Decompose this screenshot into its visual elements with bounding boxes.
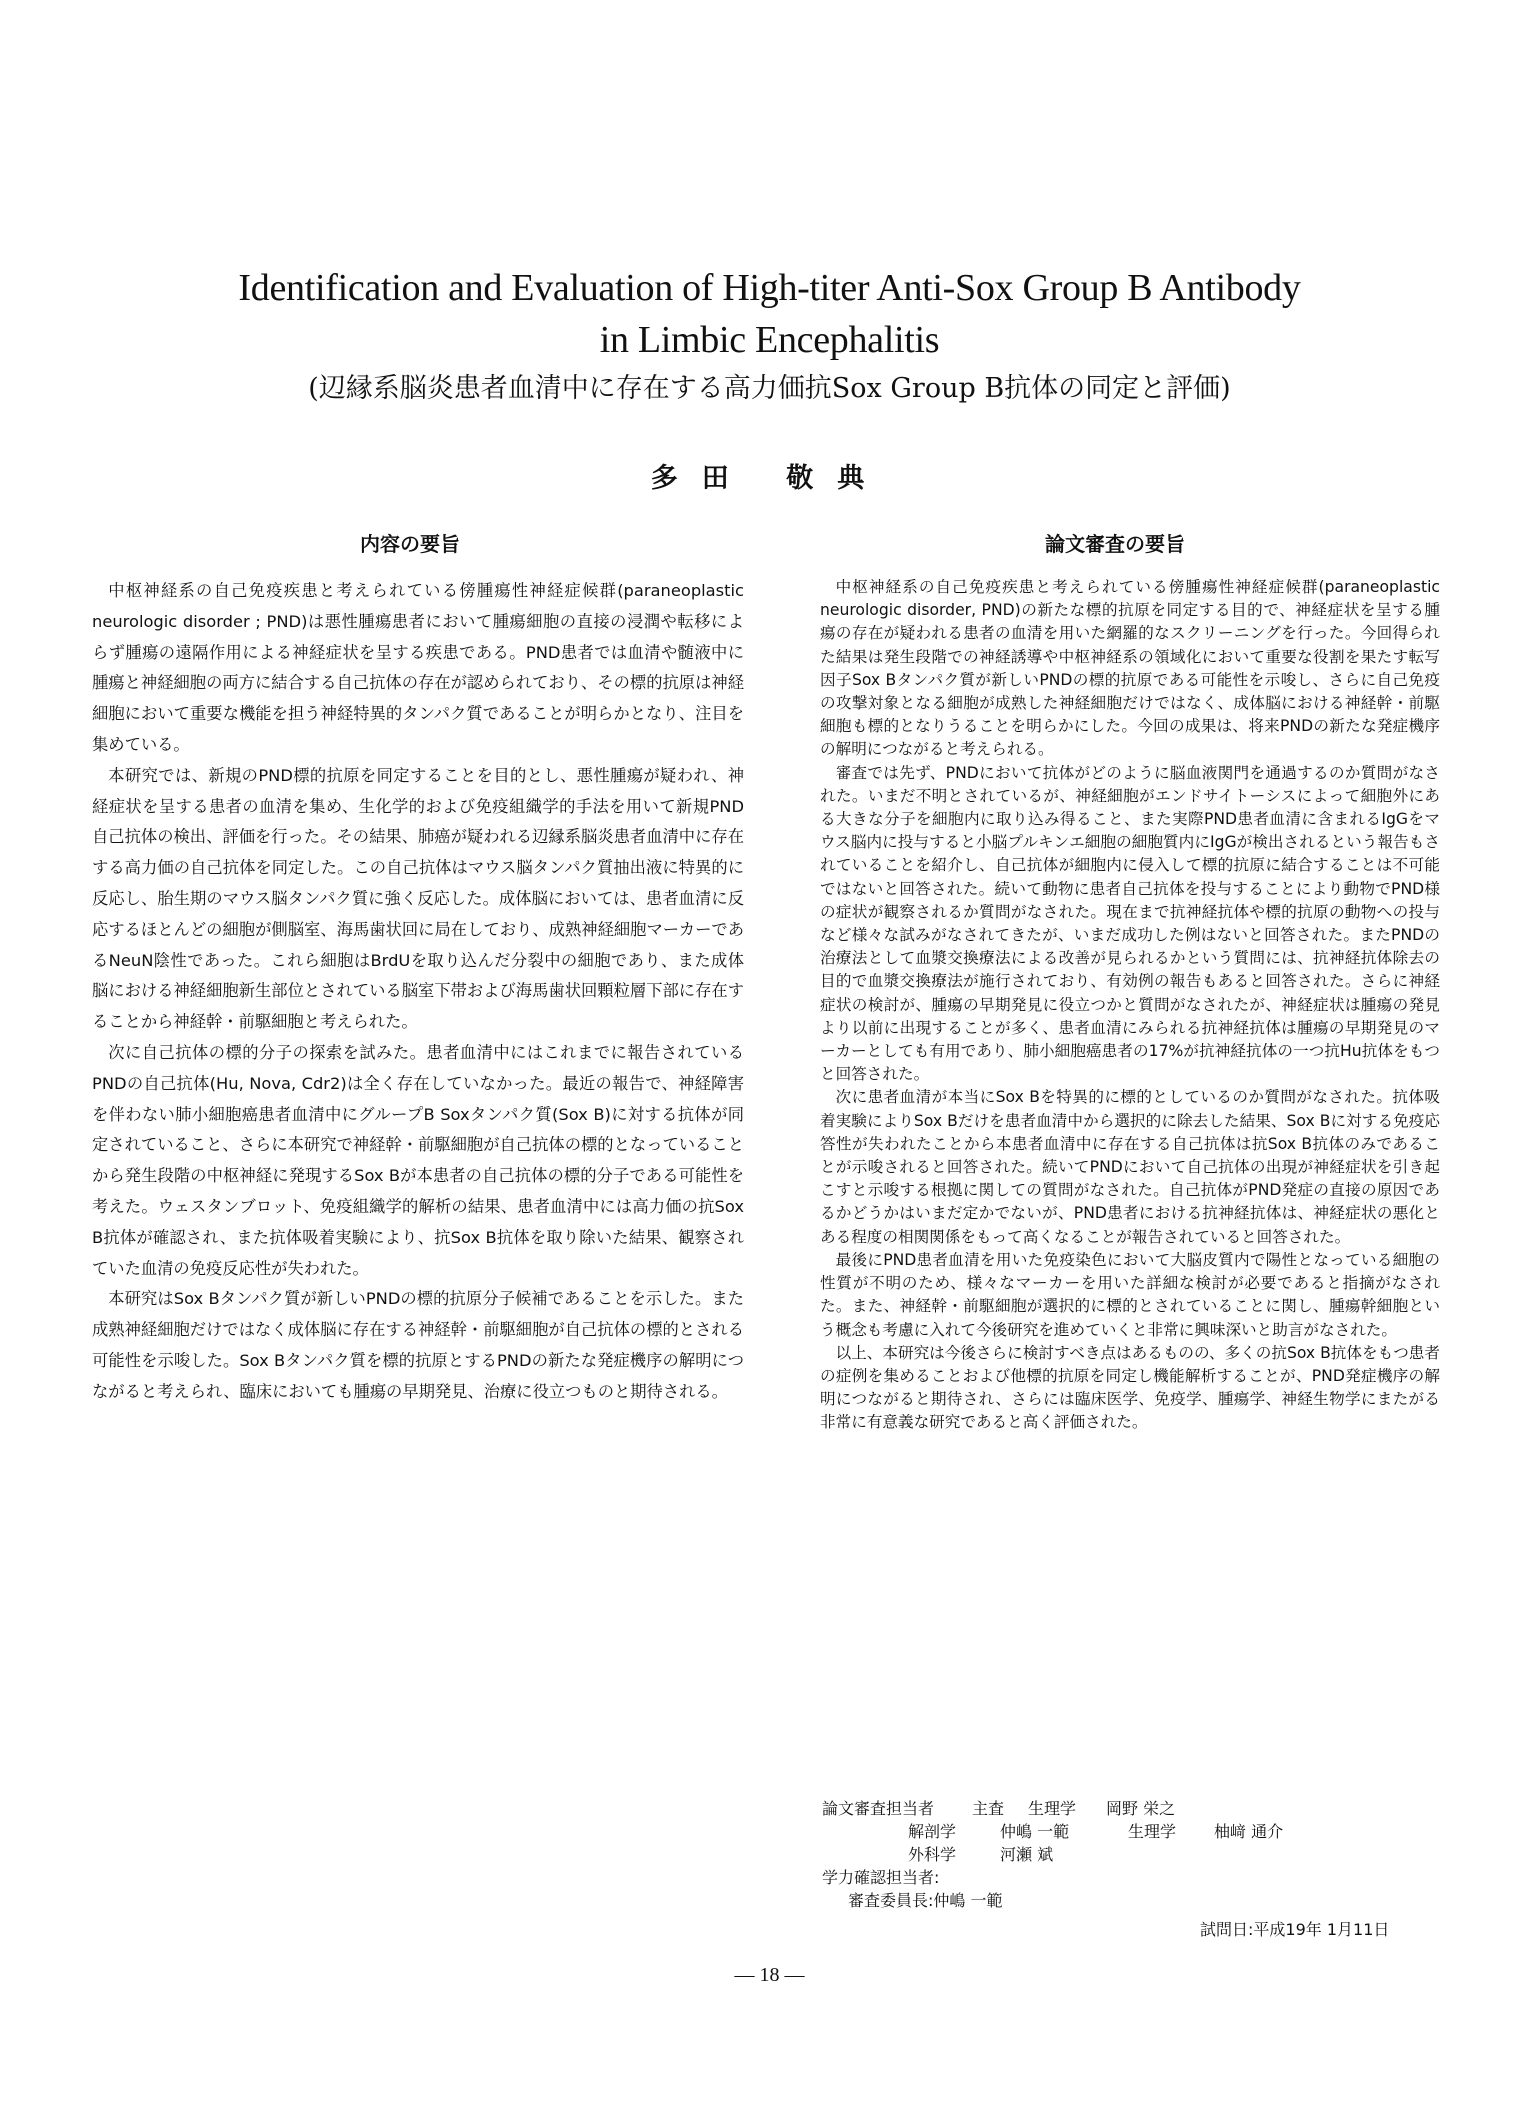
member-dept: 解剖学 <box>908 1822 957 1841</box>
exam-date: 試問日:平成19年 1月11日 <box>1200 1920 1390 1939</box>
chief-dept: 生理学 <box>1028 1799 1077 1818</box>
summary-heading: 内容の要旨 <box>360 532 460 556</box>
committee-row <box>822 1889 1462 1912</box>
chief-role: 主査 <box>972 1799 1005 1818</box>
page-number: — 18 — <box>734 1964 805 1986</box>
member-name: 仲嶋 一範 <box>1000 1822 1070 1841</box>
review-paragraph: 審査では先ず、PNDにおいて抗体がどのように脳血液関門を通過するのか質問がなされた。いまだ不明とされているが、神経細胞がエンドサイトーシスによって細胞外にある大きな分子を細胞内に取り込み得ること、また実際PND患者血清に含まれるIgGをマウス脳内に投与すると小脳プルキンエ細胞の細胞質内にIgGが検出されるという報告もされていることを紹介し、自己抗体が細胞内に侵入して標的抗原に結合することは不可能ではないと回答された。続いて動物に患者自己抗体を投与することにより動物でPND様の症状が観察されるか質問がなされた。現在まで抗神経抗体や標的抗原の動物への投与など様々な試みがなされてきたが、いまだ成功した例はないと回答された。またPNDの治療法として血漿交換療法による改善が見られるかという質問には、抗神経抗体除去の目的で血漿交換療法が施行されており、有効例の報告もあると回答された。さらに神経症状の検討が、腫瘍の早期発見に役立つかと質問がなされたが、神経症状は腫瘍の発見より以前に出現することが多く、患者血清にみられる抗神経抗体は腫瘍の早期発見のマーカーとしても有用であり、肺小細胞癌患者の17%が抗神経抗体の一つ抗Hu抗体をもつと回答された。 <box>820 763 1440 1084</box>
review-paragraph: 次に患者血清が本当にSox Bを特異的に標的としているのか質問がなされた。抗体吸着実験によりSox Bだけを患者血清中から選択的に除去した結果、Sox Bに対する免疫応答性が失われたことから本患者血清中に存在する自己抗体は抗Sox B抗体のみであることが示唆されると回答された。続いてPNDにおいて自己抗体の出現が神経症状を引き起こすと示唆する根拠に関しての質問がなされた。自己抗体がPND発症の直接の原因であるかどうかはいまだ定かでないが、PND患者における抗神経抗体は、神経症状の悪化とある程度の相関関係をもって高くなることが報告されていると回答された。 <box>820 1088 1440 1246</box>
summary-paragraph: 本研究はSox Bタンパク質が新しいPNDの標的抗原分子候補であることを示した。また成熟神経細胞だけではなく成体脳に存在する神経幹・前駆細胞が自己抗体の標的とされる可能性を示唆した。Sox Bタンパク質を標的抗原とするPNDの新たな発症機序の解明につながると考えられ、臨床においても腫瘍の早期発見、治療に役立つものと期待される。 <box>92 1289 744 1401</box>
author-name: 多田 敬典 <box>650 463 889 494</box>
committee-label: 審査委員長: <box>848 1891 934 1910</box>
academic-check-label: 学力確認担当者: <box>822 1868 940 1887</box>
review-paragraph: 中枢神経系の自己免疫疾患と考えられている傍腫瘍性神経症候群(paraneoplastic neurologic disorder, PND)の新たな標的抗原を同定する目的で、神経症状を呈する腫瘍の存在が疑われる患者の血清を用いた網羅的なスクリーニングを行った。今回得られた結果は発生段階での神経誘導や中枢神経系の領域化において重要な役割を果たす転写因子Sox Bタンパク質が新しいPNDの標的抗原である可能性を示唆し、さらに自己免疫の攻撃対象となる細胞が成熟した神経細胞だけではなく、成体脳における神経幹・前駆細胞も標的となりうることを明らかにした。今回の成果は、将来PNDの新たな発症機序の解明につながると考えられる。 <box>820 578 1440 759</box>
summary-paragraph: 中枢神経系の自己免疫疾患と考えられている傍腫瘍性神経症候群(paraneoplastic neurologic disorder ; PND)は悪性腫瘍患者において腫瘍細胞の直接の浸潤や転移によらず腫瘍の遠隔作用による神経症状を呈する疾患である。PND患者では血清や髄液中に腫瘍と神経細胞の両方に結合する自己抗体の存在が認められており、その標的抗原は神経細胞において重要な機能を担う神経特異的タンパク質であることが明らかとなり、注目を集めている。 <box>92 581 744 754</box>
reviewers-block <box>822 1797 1462 1912</box>
academic-check-row <box>822 1866 1462 1889</box>
summary-paragraph: 本研究では、新規のPND標的抗原を同定することを目的とし、悪性腫瘍が疑われ、神経症状を呈する患者の血清を集め、生化学的および免疫組織学的手法を用いて新規PND自己抗体の検出、評価を行った。その結果、肺癌が疑われる辺縁系脳炎患者血清中に存在する高力価の自己抗体を同定した。この自己抗体はマウス脳タンパク質抽出液に特異的に反応し、胎生期のマウス脳タンパク質に強く反応した。成体脳においては、患者血清に反応するほとんどの細胞が側脳室、海馬歯状回に局在しており、成熟神経細胞マーカーであるNeuN陰性であった。これら細胞はBrdUを取り込んだ分裂中の細胞であり、また成体脳における神経細胞新生部位とされている脳室下帯および海馬歯状回顆粒層下部に存在することから神経幹・前駆細胞と考えられた。 <box>92 765 744 1032</box>
committee-name: 仲嶋 一範 <box>933 1891 1003 1910</box>
reviewers-label: 論文審査担当者 <box>822 1799 935 1818</box>
paper-title-english <box>0 262 1539 366</box>
summary-paragraph: 次に自己抗体の標的分子の探索を試みた。患者血清中にはこれまでに報告されているPNDの自己抗体(Hu, Nova, Cdr2)は全く存在していなかった。最近の報告で、神経障害を伴わない肺小細胞癌患者血清中にグループB Soxタンパク質(Sox B)に対する抗体が同定されていること、さらに本研究で神経幹・前駆細胞が自己抗体の標的となっていることから発生段階の中枢神経に発現するSox Bが本患者の自己抗体の標的分子である可能性を考えた。ウェスタンブロット、免疫組織学的解析の結果、患者血清中には高力価の抗Sox B抗体が確認され、また抗体吸着実験により、抗Sox B抗体を取り除いた結果、観察されていた血清の免疫反応性が失われた。 <box>92 1042 744 1278</box>
member-name: 河瀬 斌 <box>1000 1845 1054 1864</box>
reviewer-row-chief <box>822 1797 1462 1820</box>
chief-name: 岡野 栄之 <box>1106 1799 1176 1818</box>
reviewer-row-members <box>822 1820 1462 1843</box>
review-heading: 論文審査の要旨 <box>1045 532 1185 556</box>
title-line-1: Identification and Evaluation of High-titer Anti-Sox Group B Antibody <box>238 267 1301 309</box>
member-dept: 外科学 <box>908 1845 957 1864</box>
review-paragraph: 最後にPND患者血清を用いた免疫染色において大脳皮質内で陽性となっている細胞の性質が不明のため、様々なマーカーを用いた詳細な検討が必要であると指摘がなされた。また、神経幹・前駆細胞が選択的に標的とされていることに関し、腫瘍幹細胞という概念も考慮に入れて今後研究を進めていくと非常に興味深いと助言がなされた。 <box>820 1250 1440 1339</box>
summary-column <box>92 576 744 1408</box>
member-dept: 生理学 <box>1128 1822 1177 1841</box>
reviewer-row-members <box>822 1843 1462 1866</box>
paper-title-japanese: (辺縁系脳炎患者血清中に存在する高力価抗Sox Group B抗体の同定と評価) <box>308 373 1231 404</box>
title-line-2: in Limbic Encephalitis <box>599 319 940 361</box>
review-paragraph: 以上、本研究は今後さらに検討すべき点はあるものの、多くの抗Sox B抗体をもつ患者の症例を集めることおよび他標的抗原を同定し機能解析することが、PND発症機序の解明につながると期待され、さらには臨床医学、免疫学、腫瘍学、神経生物学にまたがる非常に有意義な研究であると高く評価された。 <box>820 1343 1440 1432</box>
member-name: 柚﨑 通介 <box>1214 1822 1284 1841</box>
review-column <box>820 576 1440 1435</box>
